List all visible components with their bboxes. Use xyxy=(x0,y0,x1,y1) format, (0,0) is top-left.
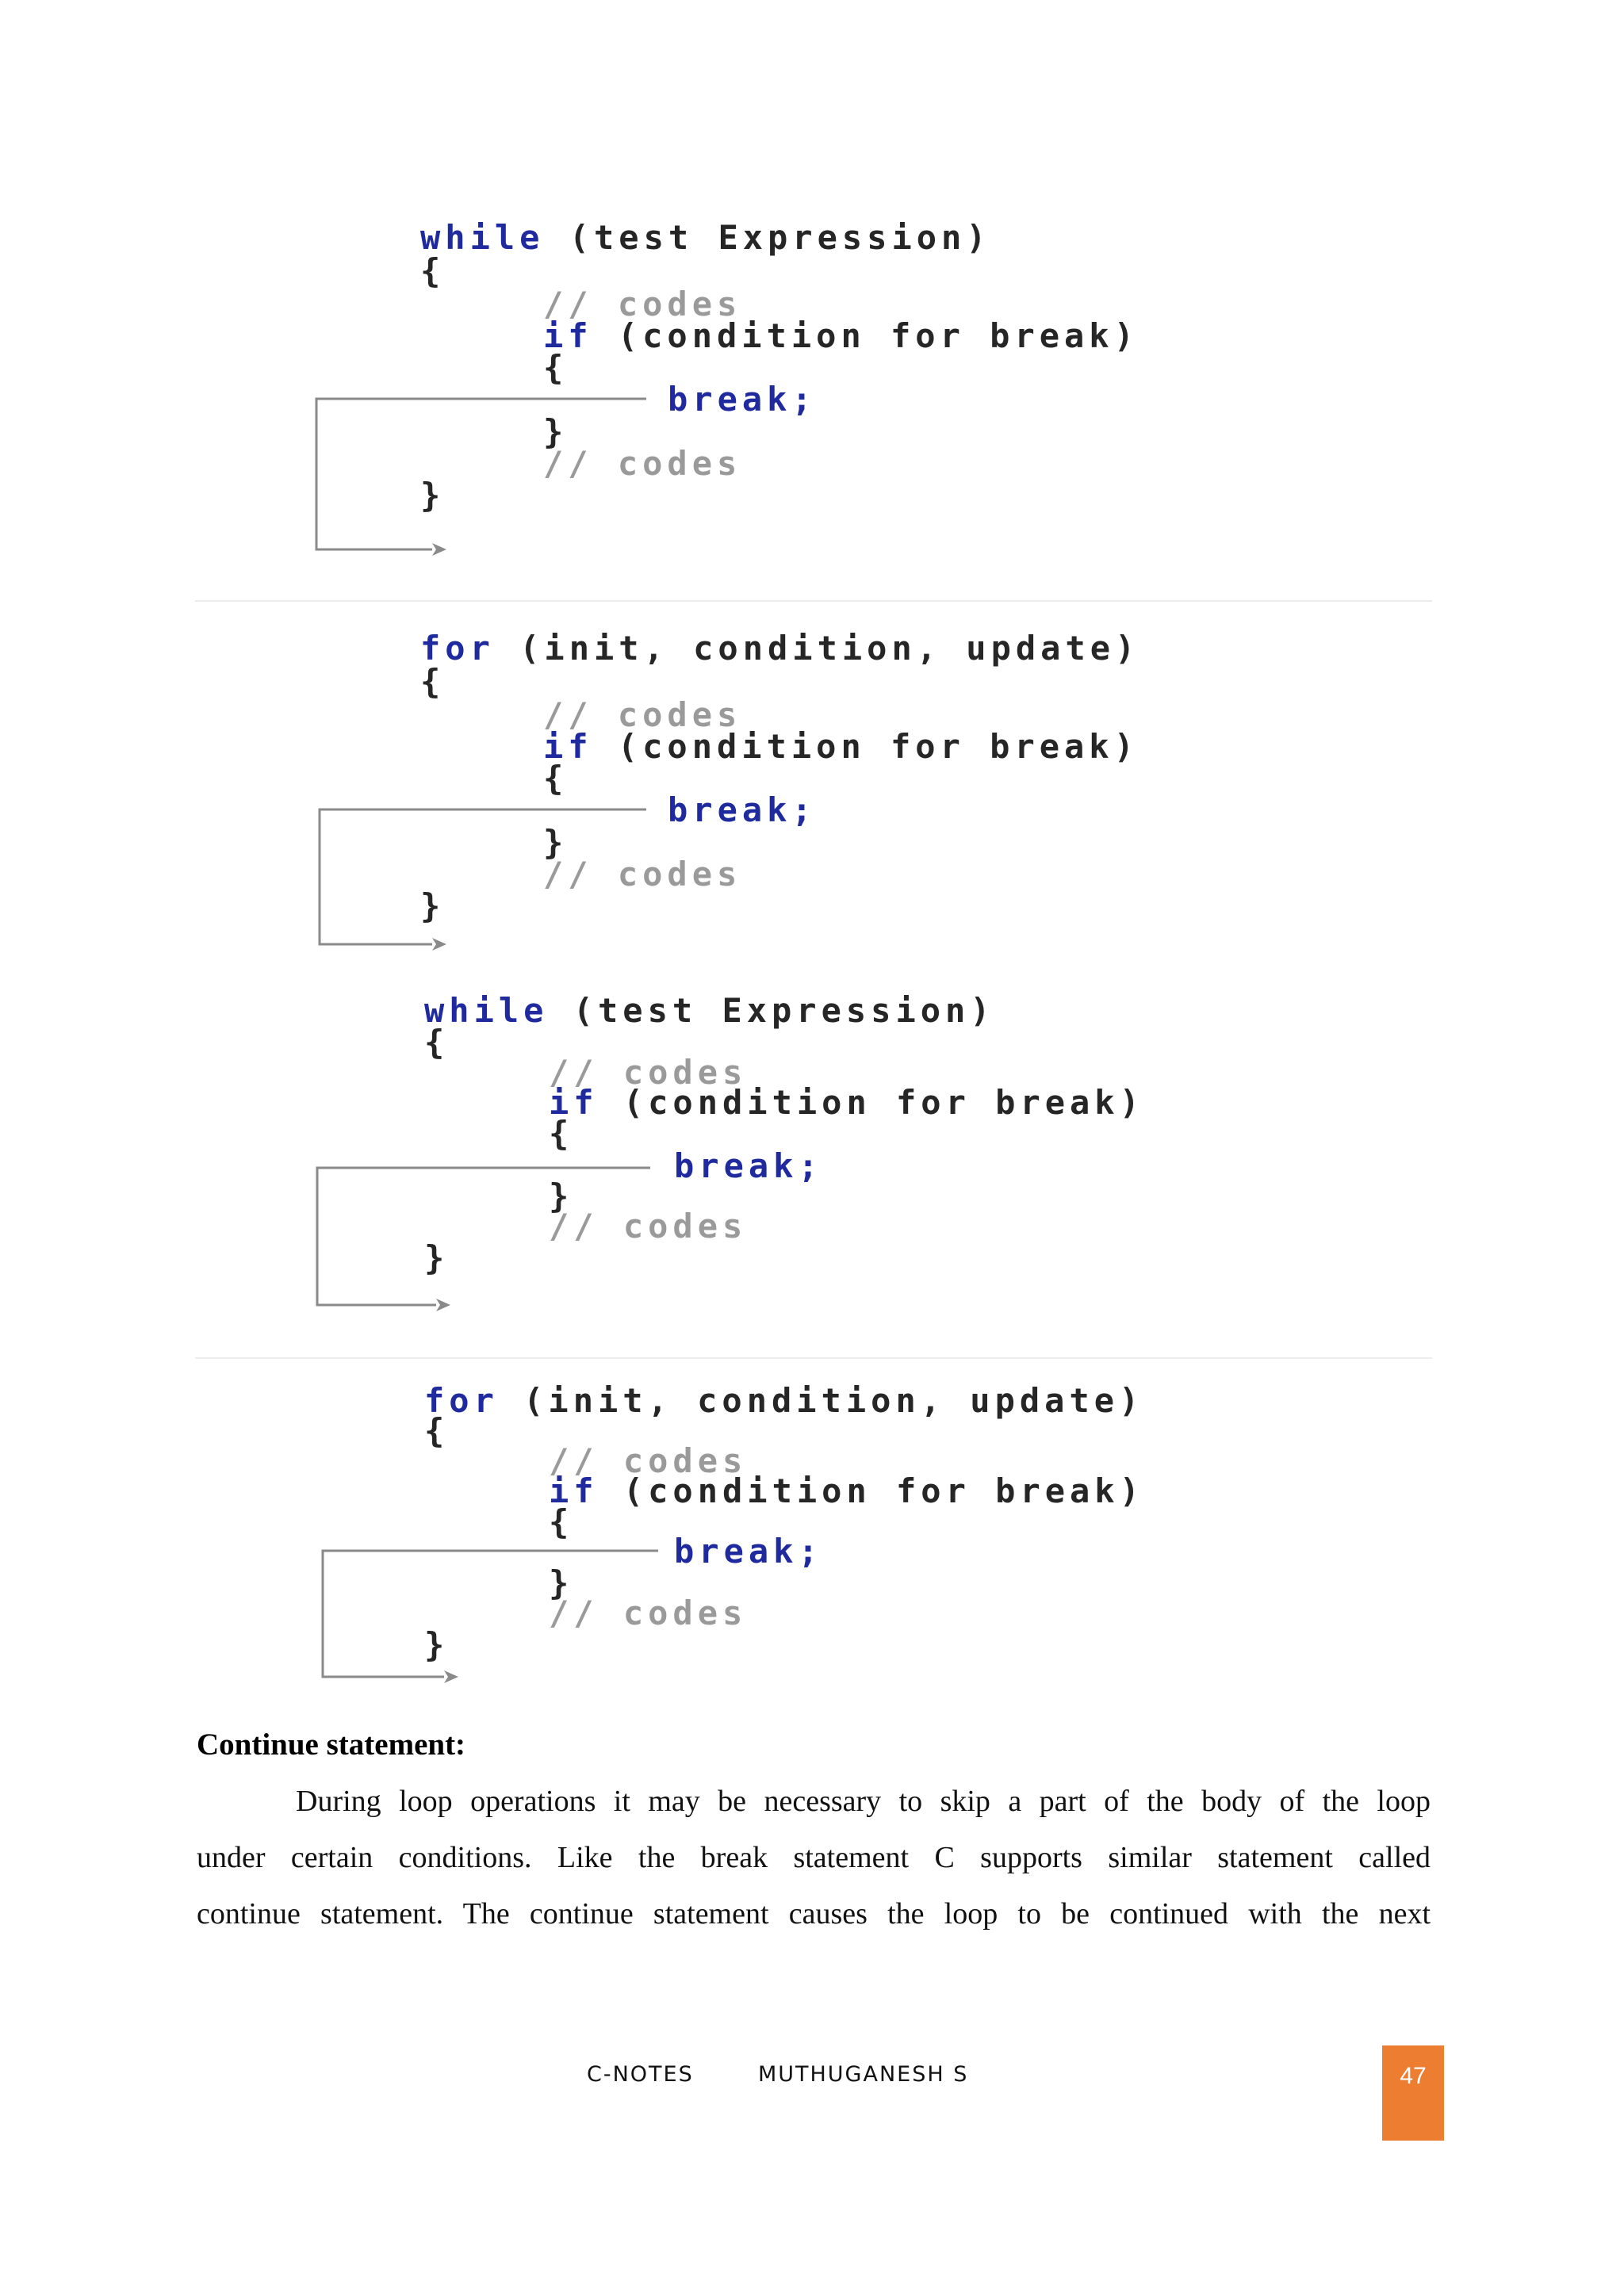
if-close-brace: } xyxy=(543,412,569,451)
code-figure-while-2 xyxy=(313,993,1439,1342)
close-brace: } xyxy=(424,1238,450,1277)
figure-divider xyxy=(195,600,1432,602)
if-line: if (condition for break) xyxy=(543,727,1139,766)
break-statement: break; xyxy=(668,380,817,419)
break-statement: break; xyxy=(674,1532,823,1571)
code-header: while (test Expression) xyxy=(424,991,995,1030)
code-figure-while-1 xyxy=(313,214,1439,563)
if-line: if (condition for break) xyxy=(549,1471,1144,1510)
if-close-brace: } xyxy=(549,1177,574,1215)
open-brace: { xyxy=(420,662,446,701)
open-brace: { xyxy=(420,251,446,290)
code-header: while (test Expression) xyxy=(420,218,991,257)
break-statement: break; xyxy=(674,1146,823,1185)
code-comment: // codes xyxy=(543,695,742,734)
if-open-brace: { xyxy=(543,348,569,387)
figure-divider xyxy=(195,1357,1432,1359)
footer-title: C-NOTES xyxy=(587,2062,694,2087)
open-brace: { xyxy=(424,1023,450,1062)
code-figure-for-1 xyxy=(313,625,1439,974)
open-brace: { xyxy=(424,1411,450,1450)
if-close-brace: } xyxy=(543,823,569,862)
break-flow-arrow xyxy=(313,993,1439,1342)
if-close-brace: } xyxy=(549,1563,574,1602)
paragraph-line: under certain conditions. Like the break statement C supports similar statement called xyxy=(197,1841,1431,1874)
footer-author: MUTHUGANESH S xyxy=(757,2062,969,2087)
if-open-brace: { xyxy=(549,1114,574,1153)
break-flow-arrow xyxy=(313,625,1439,974)
section-heading: Continue statement: xyxy=(197,1728,466,1762)
code-comment: // codes xyxy=(543,285,742,323)
break-flow-arrow xyxy=(313,1382,1439,1731)
code-figure-for-2 xyxy=(313,1382,1439,1731)
code-comment: // codes xyxy=(549,1207,748,1246)
if-line: if (condition for break) xyxy=(549,1083,1144,1122)
code-header: for (init, condition, update) xyxy=(424,1381,1144,1420)
code-comment: // codes xyxy=(543,855,742,894)
break-statement: break; xyxy=(668,790,817,829)
page-number-badge: 47 xyxy=(1382,2045,1444,2141)
close-brace: } xyxy=(420,886,446,925)
code-header: for (init, condition, update) xyxy=(420,629,1140,668)
code-comment: // codes xyxy=(543,444,742,483)
paragraph-line: continue statement. The continue statement causes the loop to be continued with the next xyxy=(197,1897,1431,1931)
paragraph-line: During loop operations it may be necessary to skip a part of the body of the loop xyxy=(296,1785,1431,1818)
code-comment: // codes xyxy=(549,1594,748,1632)
if-open-brace: { xyxy=(549,1502,574,1541)
if-line: if (condition for break) xyxy=(543,316,1139,355)
code-comment: // codes xyxy=(549,1441,748,1480)
code-comment: // codes xyxy=(549,1053,748,1092)
close-brace: } xyxy=(420,476,446,515)
page-footer xyxy=(587,2062,968,2087)
close-brace: } xyxy=(424,1625,450,1664)
if-open-brace: { xyxy=(543,759,569,798)
break-flow-arrow xyxy=(313,214,1439,563)
